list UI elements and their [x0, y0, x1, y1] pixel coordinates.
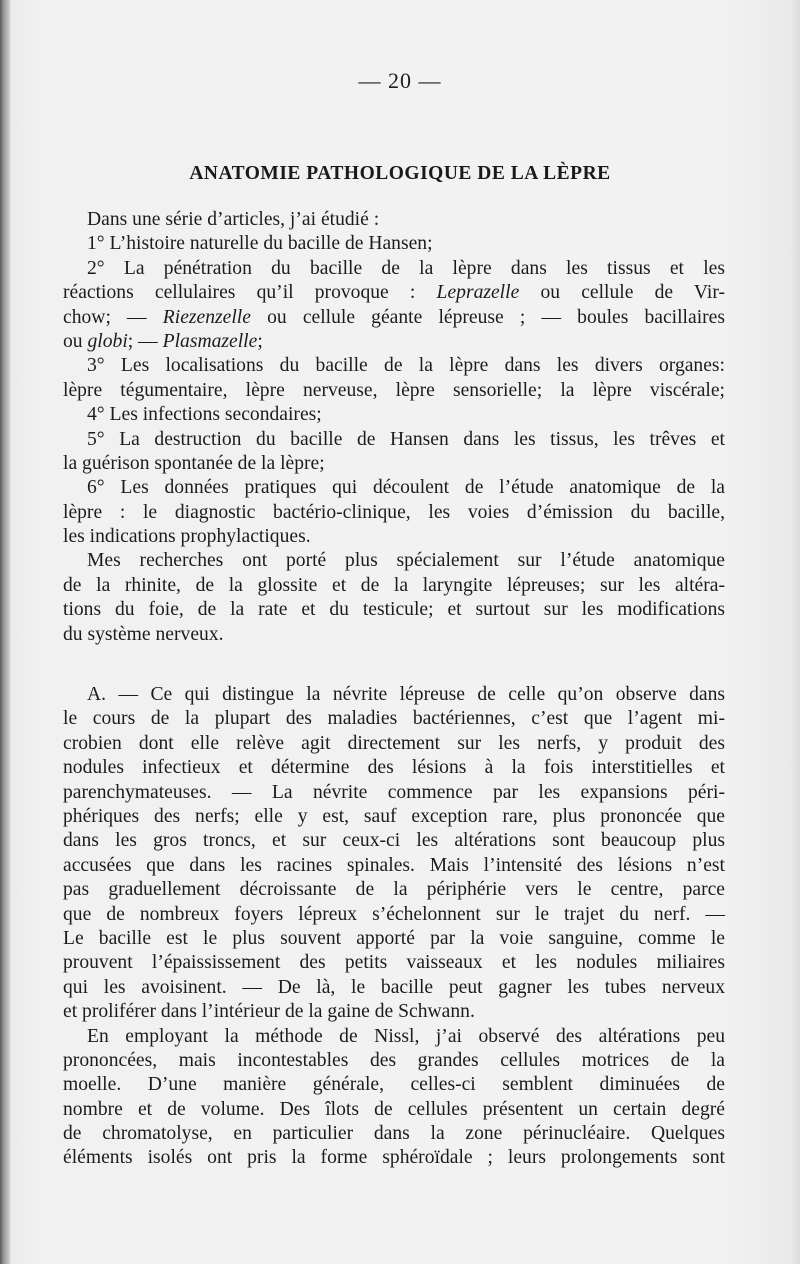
text-line: lèpre tégumentaire, lèpre nerveuse, lèpre sensorielle; la lèpre viscérale; — [63, 379, 725, 401]
text-line: 1° L’histoire naturelle du bacille de Hansen; — [87, 233, 433, 255]
text-line: phériques des nerfs; elle y est, sauf exception rare, plus prononcée que — [63, 805, 725, 827]
text-line: la guérison spontanée de la lèpre; — [63, 452, 325, 474]
text-line: accusées que dans les racines spinales. Mais l’intensité des lésions n’est — [63, 854, 725, 876]
text-line: tions du foie, de la rate et du testicule; et surtout sur les modifications — [63, 599, 725, 621]
text-line: parenchymateuses. — La névrite commence par les expansions péri- — [63, 781, 725, 803]
text-line: de chromatolyse, en particulier dans la zone périnucléaire. Quelques — [63, 1123, 725, 1145]
text-line: En employant la méthode de Nissl, j’ai observé des altérations peu — [87, 1025, 725, 1047]
text-line: Mes recherches ont porté plus spécialement sur l’étude anatomique — [87, 550, 725, 572]
research-paragraph — [63, 549, 725, 647]
text-line: et proliférer dans l’intérieur de la gaine de Schwann. — [63, 1001, 475, 1023]
text-line: chow; — Riezenzelle ou cellule géante lépreuse ; — boules bacillaires — [63, 306, 725, 328]
text-line: prononcées, mais incontestables des grandes cellules motrices de la — [63, 1049, 725, 1071]
italic-term: globi — [87, 330, 128, 352]
text-line: 5° La destruction du bacille de Hansen dans les tissus, les trêves et — [87, 428, 725, 450]
intro-paragraph — [63, 208, 725, 549]
text-line: crobien dont elle relève agit directement sur les nerfs, y produit des — [63, 732, 725, 754]
nissl-paragraph — [63, 1025, 725, 1171]
section-a-paragraph — [63, 683, 725, 1024]
text-line: prouvent l’épaississement des petits vaisseaux et les nodules miliaires — [63, 952, 725, 974]
page-number: — 20 — — [358, 68, 442, 93]
text-line: qui les avoisinent. — De là, le bacille peut gagner les tubes nerveux — [63, 976, 725, 998]
text-line: moelle. D’une manière générale, celles-ci semblent diminuées de — [63, 1074, 725, 1096]
text-line: nombre et de volume. Des îlots de cellules présentent un certain degré — [63, 1098, 725, 1120]
italic-term: Plasmazelle — [162, 330, 258, 352]
text-line: ou globi; — Plasmazelle; — [63, 330, 263, 352]
page-body — [63, 208, 725, 1171]
text-line: réactions cellulaires qu’il provoque : Leprazelle ou cellule de Vir- — [63, 282, 725, 304]
text-line: de la rhinite, de la glossite et de la laryngite lépreuses; sur les altéra- — [63, 574, 725, 596]
text-line: les indications prophylactiques. — [63, 526, 311, 548]
italic-term: Leprazelle — [436, 282, 520, 304]
text-line: 4° Les infections secondaires; — [87, 404, 322, 426]
text-line: pas graduellement décroissante de la périphérie vers le centre, parce — [63, 879, 725, 901]
page-binding-edge — [0, 0, 10, 1264]
text-line: A. — Ce qui distingue la névrite lépreuse de celle qu’on observe dans — [87, 684, 725, 706]
section-gap — [63, 647, 725, 683]
text-line: dans les gros troncs, et sur ceux-ci les altérations sont beaucoup plus — [63, 830, 725, 852]
text-line: Le bacille est le plus souvent apporté par la voie sanguine, comme le — [63, 927, 725, 949]
text-line: Dans une série d’articles, j’ai étudié : — [87, 209, 380, 230]
text-line: que de nombreux foyers lépreux s’échelonnent sur le trajet du nerf. — — [63, 903, 725, 925]
text-line: 6° Les données pratiques qui découlent de l’étude anatomique de la — [87, 477, 725, 499]
text-line: lèpre : le diagnostic bactério-clinique, les voies d’émission du bacille, — [63, 501, 725, 523]
text-line: le cours de la plupart des maladies bactériennes, c’est que l’agent mi- — [63, 708, 725, 730]
text-line: nodules infectieux et détermine des lésions à la fois interstitielles et — [63, 757, 725, 779]
text-line: 2° La pénétration du bacille de la lèpre dans les tissus et les — [87, 257, 725, 279]
chapter-title: ANATOMIE PATHOLOGIQUE DE LA LÈPRE — [189, 163, 611, 184]
text-line: 3° Les localisations du bacille de la lèpre dans les divers organes: — [87, 355, 725, 377]
text-line: du système nerveux. — [63, 623, 224, 645]
italic-term: Riezenzelle — [162, 306, 251, 328]
text-line: éléments isolés ont pris la forme sphéroïdale ; leurs prolongements sont — [63, 1147, 725, 1169]
